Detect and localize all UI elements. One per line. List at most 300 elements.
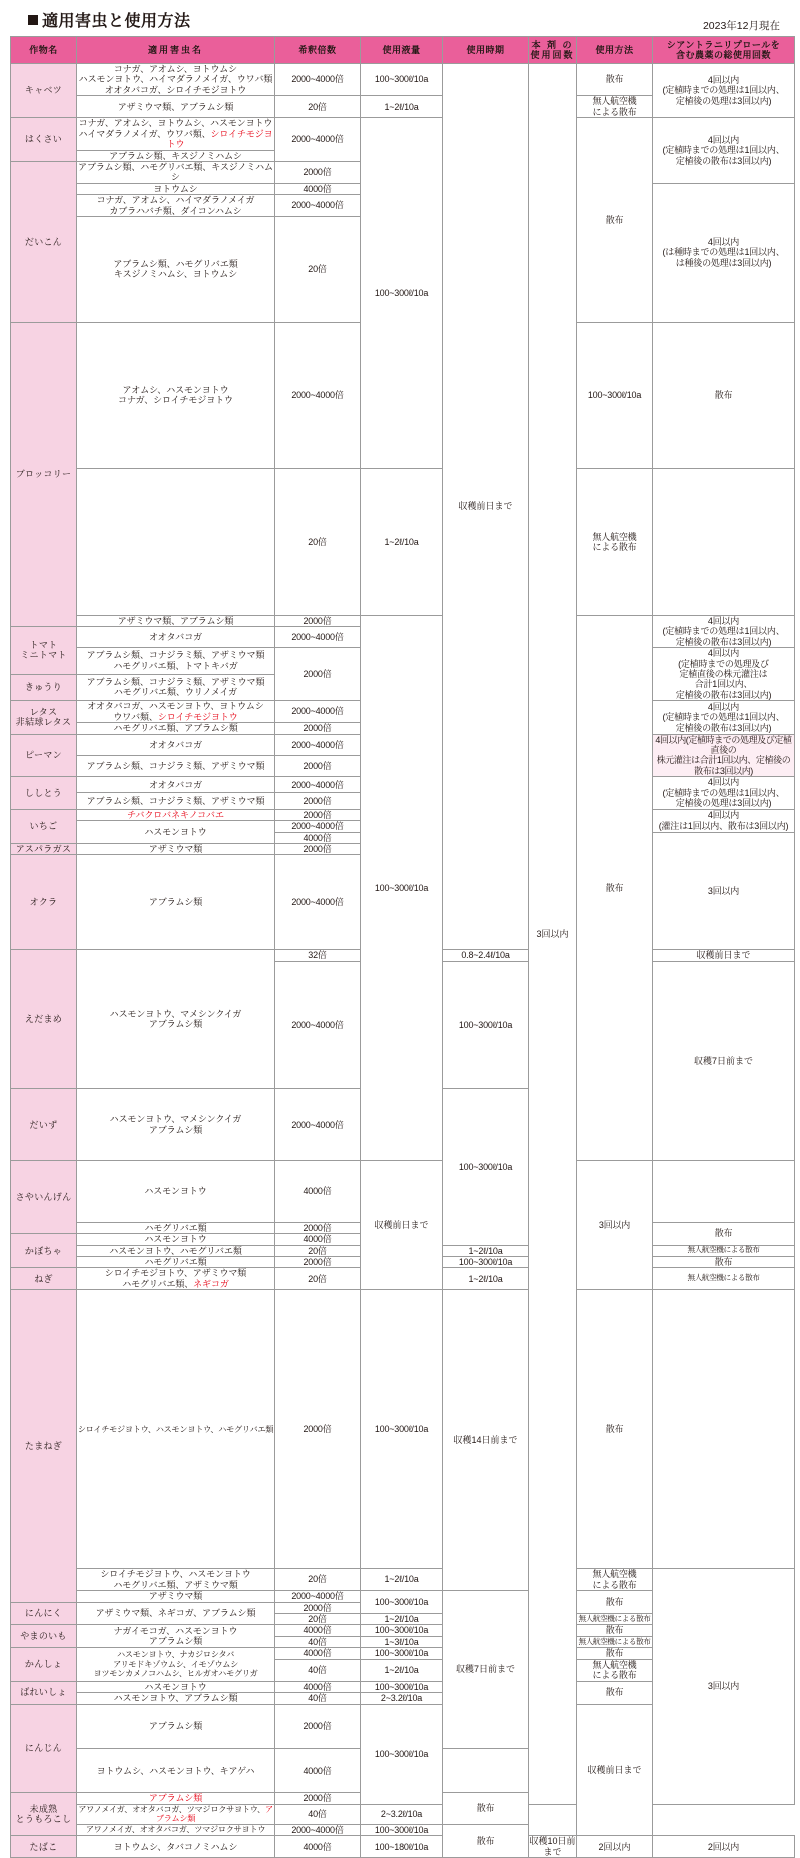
column-header-count-line2: 使用回数 [530, 50, 575, 60]
total-line: (は種時までの処理は1回以内、 [662, 247, 785, 258]
pest-line: ヨトウムシ、ハスモンヨトウ、キアゲハ [96, 1765, 255, 1776]
cell-total [653, 183, 795, 322]
cell-method: 散布 [653, 1222, 795, 1245]
pest-line: アザミウマ類 [148, 1591, 203, 1602]
cell-dilution: 2000~4000倍 [275, 322, 361, 469]
cell-dosage: 1~2ℓ/10a [361, 469, 443, 616]
total-line: 4回以内 [707, 237, 740, 247]
cell-crop-ninjin: にんじん [11, 1704, 77, 1793]
pest-line: コナガ、シロイチモジヨトウ [118, 395, 233, 406]
cell-dilution: 40倍 [275, 1659, 361, 1681]
cell-pest [77, 1245, 275, 1256]
cell-crop-cucumber: きゅうり [11, 674, 77, 701]
cell-method: 散布 [443, 1824, 529, 1857]
cell-pest [77, 1569, 275, 1591]
cell-dilution: 2000倍 [275, 1793, 361, 1804]
cell-method [577, 1569, 653, 1591]
cell-pest [77, 843, 275, 854]
cell-crop-yamanoimo: やまのいも [11, 1625, 77, 1648]
column-header-total-line2: 含む農薬の総使用回数 [675, 50, 771, 60]
cell-crop-lettuce [11, 701, 77, 734]
pest-line: オオタバコガ、シロイチモジヨトウ [104, 84, 247, 95]
table-row [11, 1290, 795, 1569]
cell-pest [77, 1290, 275, 1569]
pest-line: アワノメイガ、オオタバコガ、ツマジロクサヨトウ [85, 1825, 266, 1835]
cell-dilution-highlight: 2000~4000倍 [275, 855, 361, 950]
pest-line: アブラムシ類 [148, 1124, 203, 1135]
as-of-date: 2023年12月現在 [702, 20, 780, 32]
cell-timing: 収穫前日まで [443, 64, 529, 950]
table-row [11, 469, 795, 616]
cell-dilution: 2000倍 [275, 1222, 361, 1233]
pest-line: ハイマダラノメイガ、ウワバ類、シロイチモジヨトウ [78, 128, 273, 150]
cell-pest [77, 469, 275, 616]
pest-line: ハモグリバエ類、アザミウマ類 [113, 1579, 238, 1590]
cell-crop-corn [11, 1793, 77, 1836]
cell-pest [77, 755, 275, 776]
cell-method: 散布 [443, 1793, 529, 1824]
pest-line: アワノメイガ、オオタバコガ、ツマジロクサヨトウ、アブラムシ類 [78, 1804, 273, 1824]
cell-pest [77, 1793, 275, 1804]
cell-dosage: 100~300ℓ/10a [443, 961, 529, 1089]
cell-method: 散布 [577, 615, 653, 1160]
table-row [11, 1824, 795, 1835]
cell-total [653, 615, 795, 647]
cell-crop-okra: オクラ [11, 855, 77, 950]
crop-line: 非結球レタス [15, 717, 72, 728]
cell-dosage: 100~300ℓ/10a [361, 1290, 443, 1569]
crop-line: 未成熟 [29, 1803, 58, 1814]
cell-count: 2回以内 [577, 1836, 653, 1858]
cell-pest [77, 1591, 275, 1602]
pest-highlight: シロイチモジヨトウ [157, 711, 238, 722]
cell-pest [77, 615, 275, 626]
cell-dilution: 2000倍 [275, 161, 361, 183]
cell-dilution: 20倍 [275, 1268, 361, 1290]
method-line: による散布 [592, 1579, 637, 1590]
table-row [11, 1569, 795, 1591]
pest-highlight: アブラムシ類 [148, 1793, 203, 1804]
total-line: (定植時までの処理は1回以内、 [662, 85, 785, 96]
cell-dosage: 2~3.2ℓ/10a [361, 1804, 443, 1824]
cell-dosage: 1~2ℓ/10a [361, 1614, 443, 1625]
cell-method: 無人航空機による散布 [653, 1268, 795, 1290]
pest-line: アブラムシ類、キスジノミハムシ [109, 150, 242, 161]
cell-dosage: 1~2ℓ/10a [361, 96, 443, 118]
cell-dosage: 100~300ℓ/10a [361, 1648, 443, 1659]
pest-line: ハモグリバエ類 [144, 1257, 207, 1267]
cell-pest [77, 809, 275, 820]
cell-pest [77, 64, 275, 96]
cell-total [653, 1569, 795, 1805]
pest-line: コナガ、アオムシ、ハイマダラノメイガ [96, 195, 255, 206]
total-line: (定植時までの処理は1回以内、 [662, 787, 785, 798]
cell-method: 散布 [577, 1625, 653, 1636]
crop-line: ミニトマト [20, 650, 67, 661]
cell-pest [77, 217, 275, 322]
cell-timing: 収穫7日前まで [653, 961, 795, 1160]
pest-line: ハスモンヨトウ、マメシンクイガ [109, 1114, 242, 1125]
pest-line: ハスモンヨトウ、ハモグリバエ類 [109, 1245, 242, 1256]
cell-dosage: 1~3ℓ/10a [361, 1636, 443, 1647]
pest-line: アザミウマ類、アブラムシ類 [117, 101, 234, 112]
cell-pest [77, 723, 275, 734]
cell-method: 無人航空機による散布 [577, 1614, 653, 1625]
cell-dosage: 100~300ℓ/10a [361, 1681, 443, 1692]
cell-dilution: 4000倍 [275, 1161, 361, 1222]
cell-dilution: 2000倍 [275, 1257, 361, 1268]
cell-crop-hakusai: はくさい [11, 118, 77, 162]
cell-dosage: 100~300ℓ/10a [361, 1704, 443, 1804]
pest-line: カブラハバチ類、ダイコンハムシ [109, 205, 242, 216]
total-line: 3回以内 [598, 1220, 631, 1231]
pest-line: ハスモンヨトウ、マメシンクイガ [109, 1008, 242, 1019]
method-line: 無人航空機 [592, 531, 637, 542]
cell-pest [77, 777, 275, 793]
cell-dilution: 2000倍 [275, 1290, 361, 1569]
cell-pest [77, 1257, 275, 1268]
cell-dosage: 100~300ℓ/10a [577, 322, 653, 469]
pest-line: ハモグリバエ類、ウリノメイガ [113, 687, 238, 698]
cell-dilution-highlight: 2000~4000倍 [275, 1089, 361, 1161]
cell-dilution: 2000倍 [275, 615, 361, 626]
cell-pest [77, 1222, 275, 1233]
pest-line: アブラムシ類 [148, 897, 203, 908]
cell-method: 散布 [577, 1648, 653, 1659]
pest-highlight: ネギコガ [193, 1278, 229, 1289]
total-line: 4回以内 [707, 74, 740, 85]
cell-pest [77, 1089, 275, 1161]
cell-crop-edamame: えだまめ [11, 950, 77, 1089]
cell-total-highlight [653, 734, 795, 777]
total-line: 4回以内 [707, 134, 740, 145]
cell-dilution: 2000倍 [275, 1602, 361, 1613]
pest-line: ハスモンヨトウ [144, 1234, 207, 1245]
cell-timing: 収穫前日まで [577, 1704, 653, 1836]
pest-line: アブラムシ類、コナジラミ類、アザミウマ類 [86, 650, 265, 661]
total-line: (定植時までの処理は1回以内、 [662, 145, 785, 156]
cell-pest [77, 161, 275, 183]
cell-dosage: 100~300ℓ/10a [361, 1824, 443, 1835]
cell-total [653, 648, 795, 701]
cell-total [653, 809, 795, 832]
pest-line: オオタバコガ [148, 779, 203, 790]
cell-method: 散布 [577, 1290, 653, 1569]
total-line: 4回以内(定植時までの処理及び定植直後の [655, 734, 792, 755]
cell-dosage: 100~300ℓ/10a [361, 1591, 443, 1614]
pest-line: ハスモンヨトウ [144, 1681, 207, 1692]
cell-timing: 収穫10日前まで [529, 1836, 576, 1857]
column-header-count [529, 37, 577, 64]
cell-pest [77, 1704, 275, 1748]
pest-line: アオムシ、ハスモンヨトウ [122, 384, 229, 395]
cell-method: 散布 [577, 64, 653, 96]
pest-line: シロイチモジヨトウ、ハスモンヨトウ [100, 1569, 251, 1580]
cell-timing: 収穫前日まで [653, 950, 795, 961]
pest-line: キスジノミハムシ、ヨトウムシ [113, 269, 238, 280]
cell-crop-cabbage: キャベツ [11, 64, 77, 118]
pesticide-application-table [10, 36, 795, 1858]
total-line: 3回以内 [707, 1681, 740, 1692]
pest-line: コナガ、アオムシ、ヨトウムシ [113, 64, 238, 74]
cell-method: 無人航空機による散布 [653, 1245, 795, 1256]
cell-method: 散布 [577, 1591, 653, 1614]
cell-total [653, 701, 795, 734]
cell-total [653, 118, 795, 184]
cell-dilution: 4000倍 [275, 183, 361, 194]
page-title [28, 8, 191, 31]
cell-crop-ichigo: いちご [11, 809, 77, 843]
cell-dilution: 2000~4000倍 [275, 627, 361, 648]
cell-crop-ninniku: にんにく [11, 1602, 77, 1625]
pest-line: ハモグリバエ類、トマトキバガ [113, 660, 238, 671]
column-header-pest: 適用害虫名 [77, 37, 275, 64]
cell-dosage: 100~300ℓ/10a [361, 64, 443, 96]
cell-dilution: 20倍 [275, 469, 361, 616]
method-line: による散布 [592, 1670, 637, 1681]
pest-highlight: チバクロバネキノコバエ [127, 809, 224, 820]
cell-dilution: 2000~4000倍 [275, 821, 361, 832]
cell-dilution: 4000倍 [275, 1748, 361, 1792]
pest-line: ハスモンヨトウ、ナカジロシタバ [116, 1650, 235, 1660]
cell-pest [77, 1161, 275, 1222]
cell-total [653, 64, 795, 118]
pest-line: アブラムシ類 [148, 1019, 203, 1030]
cell-dosage: 1~2ℓ/10a [361, 1659, 443, 1681]
cell-pest [77, 1268, 275, 1290]
cell-dosage: 100~300ℓ/10a [361, 615, 443, 1160]
pest-highlight: シロイチモジヨトウ [166, 128, 273, 150]
cell-pest [77, 821, 275, 844]
cell-dosage: 100~300ℓ/10a [443, 1089, 529, 1245]
table-row [11, 615, 795, 626]
table-row [11, 1161, 795, 1222]
cell-dilution: 2000倍 [275, 648, 361, 701]
pest-line: ハスモンヨトウ、アブラムシ類 [113, 1693, 238, 1704]
total-line: 定植後の処理は3回以内) [675, 95, 772, 106]
cell-dilution: 20倍 [275, 217, 361, 322]
cell-dosage: 2~3.2ℓ/10a [361, 1693, 443, 1704]
cell-pest [77, 1681, 275, 1692]
column-header-total-line1: シアントラニリプロールを [666, 39, 781, 50]
method-line: による散布 [592, 541, 637, 552]
pest-line: ヨトウムシ、タバコノミハムシ [113, 1841, 238, 1852]
total-line: 3回以内 [707, 885, 740, 896]
cell-dosage: 1~2ℓ/10a [443, 1268, 529, 1290]
cell-method [577, 469, 653, 616]
cell-method: 散布 [653, 322, 795, 469]
column-header-timing: 使用時期 [443, 37, 529, 64]
method-line: 無人航空機 [592, 1569, 637, 1580]
cell-timing: 収穫前日まで [361, 1161, 443, 1290]
total-line: 定植後の散布は3回以内) [675, 155, 772, 166]
cell-timing: 収穫7日前まで [443, 1591, 529, 1749]
cell-dilution: 2000~4000倍 [275, 64, 361, 96]
cell-pest [77, 1836, 275, 1858]
cell-crop-tabako: たばこ [11, 1836, 77, 1858]
cell-crop-sayaingen: さやいんげん [11, 1161, 77, 1234]
pest-line: アザミウマ類 [148, 843, 203, 854]
total-line: 定植後の処理は3回以内) [675, 798, 772, 809]
pest-line: アブラムシ類、コナジラミ類、アザミウマ類 [86, 760, 265, 771]
cell-method: 散布 [653, 1257, 795, 1268]
column-header-dosage: 使用液量 [361, 37, 443, 64]
cell-pest [77, 1648, 275, 1681]
cell-count: 3回以内 [529, 64, 577, 1805]
cell-pest [77, 701, 275, 723]
cell-method: 散布 [577, 1681, 653, 1704]
pest-line: オオタバコガ [148, 631, 203, 642]
cell-crop-daikon: だいこん [11, 161, 77, 322]
total-line: 株元灌注は合計1回以内、定植後の散布は3回以内) [656, 755, 791, 776]
cell-crop-tomato [11, 627, 77, 674]
pest-line: アブラムシ類、コナジラミ類、アザミウマ類 [86, 795, 265, 806]
cell-dilution: 4000倍 [275, 1234, 361, 1245]
cell-dilution: 20倍 [275, 1614, 361, 1625]
cell-dilution: 2000~4000倍 [275, 777, 361, 793]
pest-line: ウワバ類、シロイチモジヨトウ [113, 711, 238, 722]
pest-line: シロイチモジヨトウ、アザミウマ類 [104, 1268, 247, 1279]
cell-crop-tamanegi: たまねぎ [11, 1290, 77, 1602]
cell-dilution-highlight: 2000~4000倍 [275, 961, 361, 1089]
cell-dilution: 2000~4000倍 [275, 118, 361, 162]
cell-dilution: 20倍 [275, 1569, 361, 1591]
cell-crop-daizu: だいず [11, 1089, 77, 1161]
table-header-row [11, 37, 795, 64]
cell-dilution: 2000倍 [275, 809, 361, 820]
total-line: (灌注は1回以内、散布は3回以内) [658, 820, 789, 831]
pest-line: アザミウマ類、アブラムシ類 [117, 615, 234, 626]
total-line: 4回以内 [707, 701, 740, 712]
cell-pest [77, 793, 275, 809]
total-line: 定植直後の株元灌注は [679, 668, 768, 679]
cell-dilution: 40倍 [275, 1804, 361, 1824]
cell-pest [77, 1824, 275, 1835]
cell-method: 無人航空機による散布 [577, 1636, 653, 1647]
pest-line: シロイチモジヨトウ、ハスモンヨトウ、ハモグリバエ類 [77, 1424, 274, 1434]
total-line: (定植時までの処理及び [678, 658, 769, 669]
pest-line: アザミウマ類、ネギコガ、アブラムシ類 [95, 1608, 256, 1619]
cell-pest [77, 648, 275, 675]
cell-dilution: 4000倍 [275, 1836, 361, 1858]
page-header [8, 6, 792, 36]
cell-pest [77, 950, 275, 1089]
cell-crop-broccoli: ブロッコリー [11, 322, 77, 627]
table-row [11, 64, 795, 96]
cell-dosage: 100~300ℓ/10a [443, 1257, 529, 1268]
cell-pest [77, 627, 275, 648]
cell-crop-kansho: かんしょ [11, 1648, 77, 1681]
method-line: 無人航空機 [592, 96, 637, 107]
pest-line: ハモグリバエ類 [144, 1222, 207, 1233]
method-line: による散布 [592, 106, 637, 117]
cell-crop-negi: ねぎ [11, 1268, 77, 1290]
column-header-method: 使用方法 [577, 37, 653, 64]
cell-crop-shishito: ししとう [11, 777, 77, 809]
column-header-total [653, 37, 795, 64]
cell-pest [77, 1804, 275, 1824]
cell-pest [77, 1625, 275, 1648]
cell-dilution: 20倍 [275, 1245, 361, 1256]
crop-line: とうもろこし [15, 1814, 72, 1825]
total-line: 4回以内 [707, 777, 740, 788]
cell-pest [77, 1693, 275, 1704]
total-line: 定植後の散布は3回以内) [675, 722, 772, 733]
pest-line: アブラムシ類 [148, 1721, 203, 1732]
cell-dilution: 4000倍 [275, 1648, 361, 1659]
cell-crop-asparagus: アスパラガス [11, 843, 77, 854]
pest-line: アブラムシ類、ハモグリバエ類 [113, 258, 238, 269]
cell-dilution: 4000倍 [275, 1681, 361, 1692]
column-header-crop: 作物名 [11, 37, 77, 64]
cell-dilution: 32倍 [275, 950, 361, 961]
cell-dilution: 2000~4000倍 [275, 1591, 361, 1602]
pest-line: アブラムシ類、ハモグリバエ類、キスジノミハムシ [78, 161, 273, 183]
cell-pest [77, 1234, 275, 1245]
pest-line: ハモグリバエ類、アブラムシ類 [113, 723, 238, 734]
column-header-count-line1: 本 剤 の [531, 39, 574, 50]
pest-line: オオタバコガ [148, 739, 203, 750]
cell-dilution: 2000~4000倍 [275, 701, 361, 723]
total-line: は種後の処理は3回以内) [675, 257, 772, 268]
table-row [11, 118, 795, 150]
cell-dilution: 2000~4000倍 [275, 195, 361, 217]
total-line: 4回以内 [707, 810, 740, 821]
cell-crop-kabocha: かぼちゃ [11, 1234, 77, 1268]
cell-method [577, 1659, 653, 1681]
cell-dosage: 100~300ℓ/10a [361, 1625, 443, 1636]
pest-line: ハスモンヨトウ、ハイマダラノメイガ、ウワバ類 [78, 74, 273, 85]
cell-total [653, 777, 795, 809]
bullet-square-icon [28, 15, 38, 25]
cell-crop-bareisho: ばれいしょ [11, 1681, 77, 1704]
cell-pest [77, 674, 275, 701]
pest-line: アブラムシ類 [148, 1636, 203, 1647]
column-header-dilution: 希釈倍数 [275, 37, 361, 64]
cell-timing: 収穫14日前まで [443, 1290, 529, 1591]
cell-dosage-highlight: 0.8~2.4ℓ/10a [443, 950, 529, 961]
cell-pest [77, 118, 275, 150]
cell-dilution: 40倍 [275, 1693, 361, 1704]
total-line: (定植時までの処理は1回以内、 [662, 712, 785, 723]
cell-dilution: 2000倍 [275, 723, 361, 734]
pest-line: ハスモンヨトウ [144, 1186, 207, 1197]
cell-total [653, 832, 795, 950]
crop-line: レタス [29, 706, 58, 717]
total-line: (定植時までの処理は1回以内、 [662, 626, 785, 637]
cell-method: 散布 [577, 118, 653, 322]
cell-pest [77, 1602, 275, 1625]
cell-dosage: 1~2ℓ/10a [443, 1245, 529, 1256]
cell-dosage: 100~180ℓ/10a [361, 1836, 443, 1858]
cell-method [577, 96, 653, 118]
cell-pest [77, 96, 275, 118]
pest-highlight: アブラムシ類 [155, 1804, 273, 1824]
pest-line: コナガ、アオムシ、ヨトウムシ、ハスモンヨトウ [78, 118, 273, 129]
page-title-text: 適用害虫と使用方法 [42, 13, 191, 30]
pest-line: ナガイモコガ、ハスモンヨトウ [113, 1625, 238, 1636]
pest-line: アリモドキゾウムシ、イモゾウムシ [112, 1659, 239, 1669]
method-line: 無人航空機 [592, 1659, 637, 1670]
cell-dilution: 2000~4000倍 [275, 1824, 361, 1835]
cell-pest [77, 183, 275, 194]
cell-dilution: 40倍 [275, 1636, 361, 1647]
table-row [11, 1836, 795, 1858]
cell-dilution: 2000倍 [275, 1704, 361, 1748]
cell-dosage: 100~300ℓ/10a [361, 118, 443, 469]
total-line: 定植後の散布は3回以内) [675, 689, 772, 700]
cell-crop-piman: ピーマン [11, 734, 77, 777]
